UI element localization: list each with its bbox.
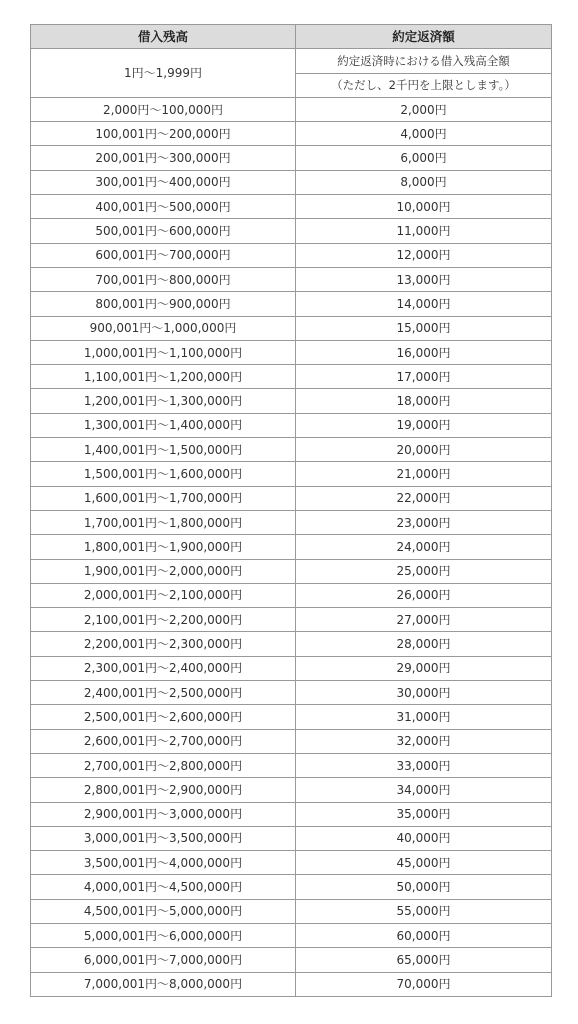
table-row bbox=[31, 49, 552, 73]
balance-cell: 2,400,001円～2,500,000円 bbox=[31, 681, 296, 705]
balance-cell: 200,001円～300,000円 bbox=[31, 146, 296, 170]
payment-cell: 23,000円 bbox=[296, 510, 552, 534]
table-row bbox=[31, 438, 552, 462]
payment-cell: 70,000円 bbox=[296, 972, 552, 996]
balance-cell: 4,500,001円～5,000,000円 bbox=[31, 899, 296, 923]
payment-cell: 21,000円 bbox=[296, 462, 552, 486]
payment-cell: 8,000円 bbox=[296, 170, 552, 194]
balance-cell: 2,900,001円～3,000,000円 bbox=[31, 802, 296, 826]
payment-cell: 65,000円 bbox=[296, 948, 552, 972]
balance-cell: 900,001円～1,000,000円 bbox=[31, 316, 296, 340]
table-row bbox=[31, 632, 552, 656]
balance-cell: 2,600,001円～2,700,000円 bbox=[31, 729, 296, 753]
balance-cell: 1円～1,999円 bbox=[31, 49, 296, 98]
balance-cell: 2,300,001円～2,400,000円 bbox=[31, 656, 296, 680]
balance-cell: 2,500,001円～2,600,000円 bbox=[31, 705, 296, 729]
table-row bbox=[31, 802, 552, 826]
table-row bbox=[31, 583, 552, 607]
balance-cell: 2,200,001円～2,300,000円 bbox=[31, 632, 296, 656]
balance-cell: 1,000,001円～1,100,000円 bbox=[31, 340, 296, 364]
payment-cell: 35,000円 bbox=[296, 802, 552, 826]
table-row bbox=[31, 851, 552, 875]
table-row bbox=[31, 146, 552, 170]
payment-cell: 40,000円 bbox=[296, 826, 552, 850]
balance-cell: 700,001円～800,000円 bbox=[31, 267, 296, 291]
table-row bbox=[31, 413, 552, 437]
balance-cell: 4,000,001円～4,500,000円 bbox=[31, 875, 296, 899]
table-row bbox=[31, 267, 552, 291]
balance-cell: 800,001円～900,000円 bbox=[31, 292, 296, 316]
payment-cell: 34,000円 bbox=[296, 778, 552, 802]
payment-cell: 12,000円 bbox=[296, 243, 552, 267]
balance-cell: 100,001円～200,000円 bbox=[31, 122, 296, 146]
table-row bbox=[31, 826, 552, 850]
balance-cell: 2,800,001円～2,900,000円 bbox=[31, 778, 296, 802]
payment-cell: 13,000円 bbox=[296, 267, 552, 291]
table-row bbox=[31, 899, 552, 923]
table-row bbox=[31, 535, 552, 559]
balance-cell: 1,500,001円～1,600,000円 bbox=[31, 462, 296, 486]
header-row bbox=[31, 25, 552, 49]
payment-cell: 17,000円 bbox=[296, 365, 552, 389]
balance-cell: 2,100,001円～2,200,000円 bbox=[31, 608, 296, 632]
balance-cell: 600,001円～700,000円 bbox=[31, 243, 296, 267]
payment-cell: 31,000円 bbox=[296, 705, 552, 729]
payment-cell: 30,000円 bbox=[296, 681, 552, 705]
table-row bbox=[31, 122, 552, 146]
table-row bbox=[31, 340, 552, 364]
table-row bbox=[31, 195, 552, 219]
table-row bbox=[31, 656, 552, 680]
payment-cell: 14,000円 bbox=[296, 292, 552, 316]
payment-cell: 50,000円 bbox=[296, 875, 552, 899]
table-row bbox=[31, 972, 552, 996]
balance-cell: 2,000円～100,000円 bbox=[31, 97, 296, 121]
balance-cell: 2,000,001円～2,100,000円 bbox=[31, 583, 296, 607]
table-row bbox=[31, 219, 552, 243]
payment-cell: 15,000円 bbox=[296, 316, 552, 340]
payment-cell: 19,000円 bbox=[296, 413, 552, 437]
payment-cell: 4,000円 bbox=[296, 122, 552, 146]
table-row bbox=[31, 462, 552, 486]
balance-cell: 1,700,001円～1,800,000円 bbox=[31, 510, 296, 534]
table-row bbox=[31, 729, 552, 753]
balance-cell: 3,000,001円～3,500,000円 bbox=[31, 826, 296, 850]
payment-note-line2: （ただし、2千円を上限とします。） bbox=[296, 73, 552, 97]
payment-cell: 27,000円 bbox=[296, 608, 552, 632]
table-row bbox=[31, 559, 552, 583]
table-row bbox=[31, 365, 552, 389]
balance-cell: 1,900,001円～2,000,000円 bbox=[31, 559, 296, 583]
balance-cell: 1,200,001円～1,300,000円 bbox=[31, 389, 296, 413]
table-row bbox=[31, 292, 552, 316]
payment-cell: 6,000円 bbox=[296, 146, 552, 170]
payment-cell: 28,000円 bbox=[296, 632, 552, 656]
balance-cell: 500,001円～600,000円 bbox=[31, 219, 296, 243]
payment-cell: 22,000円 bbox=[296, 486, 552, 510]
table-row bbox=[31, 486, 552, 510]
repayment-table bbox=[30, 24, 552, 997]
table-row bbox=[31, 705, 552, 729]
payment-cell: 25,000円 bbox=[296, 559, 552, 583]
payment-cell: 55,000円 bbox=[296, 899, 552, 923]
balance-cell: 1,400,001円～1,500,000円 bbox=[31, 438, 296, 462]
payment-cell: 32,000円 bbox=[296, 729, 552, 753]
table-row bbox=[31, 923, 552, 947]
payment-cell: 20,000円 bbox=[296, 438, 552, 462]
table-row bbox=[31, 875, 552, 899]
balance-cell: 300,001円～400,000円 bbox=[31, 170, 296, 194]
balance-cell: 400,001円～500,000円 bbox=[31, 195, 296, 219]
header-payment: 約定返済額 bbox=[296, 25, 552, 49]
header-balance: 借入残高 bbox=[31, 25, 296, 49]
balance-cell: 1,300,001円～1,400,000円 bbox=[31, 413, 296, 437]
payment-cell: 45,000円 bbox=[296, 851, 552, 875]
table-row bbox=[31, 681, 552, 705]
payment-cell: 29,000円 bbox=[296, 656, 552, 680]
payment-cell: 16,000円 bbox=[296, 340, 552, 364]
table-row bbox=[31, 510, 552, 534]
table-row bbox=[31, 389, 552, 413]
table-row bbox=[31, 97, 552, 121]
table-row bbox=[31, 170, 552, 194]
balance-cell: 1,800,001円～1,900,000円 bbox=[31, 535, 296, 559]
payment-cell: 2,000円 bbox=[296, 97, 552, 121]
payment-cell: 11,000円 bbox=[296, 219, 552, 243]
payment-cell: 26,000円 bbox=[296, 583, 552, 607]
payment-cell: 18,000円 bbox=[296, 389, 552, 413]
balance-cell: 2,700,001円～2,800,000円 bbox=[31, 753, 296, 777]
payment-cell: 10,000円 bbox=[296, 195, 552, 219]
balance-cell: 6,000,001円～7,000,000円 bbox=[31, 948, 296, 972]
payment-cell: 60,000円 bbox=[296, 923, 552, 947]
table-row bbox=[31, 243, 552, 267]
table-row bbox=[31, 608, 552, 632]
balance-cell: 3,500,001円～4,000,000円 bbox=[31, 851, 296, 875]
payment-cell: 24,000円 bbox=[296, 535, 552, 559]
table-body bbox=[31, 49, 552, 997]
balance-cell: 1,600,001円～1,700,000円 bbox=[31, 486, 296, 510]
balance-cell: 5,000,001円～6,000,000円 bbox=[31, 923, 296, 947]
table-row bbox=[31, 316, 552, 340]
table-row bbox=[31, 778, 552, 802]
table-row bbox=[31, 753, 552, 777]
balance-cell: 1,100,001円～1,200,000円 bbox=[31, 365, 296, 389]
payment-note-line1: 約定返済時における借入残高全額 bbox=[296, 49, 552, 73]
balance-cell: 7,000,001円～8,000,000円 bbox=[31, 972, 296, 996]
payment-cell: 33,000円 bbox=[296, 753, 552, 777]
table-row bbox=[31, 948, 552, 972]
